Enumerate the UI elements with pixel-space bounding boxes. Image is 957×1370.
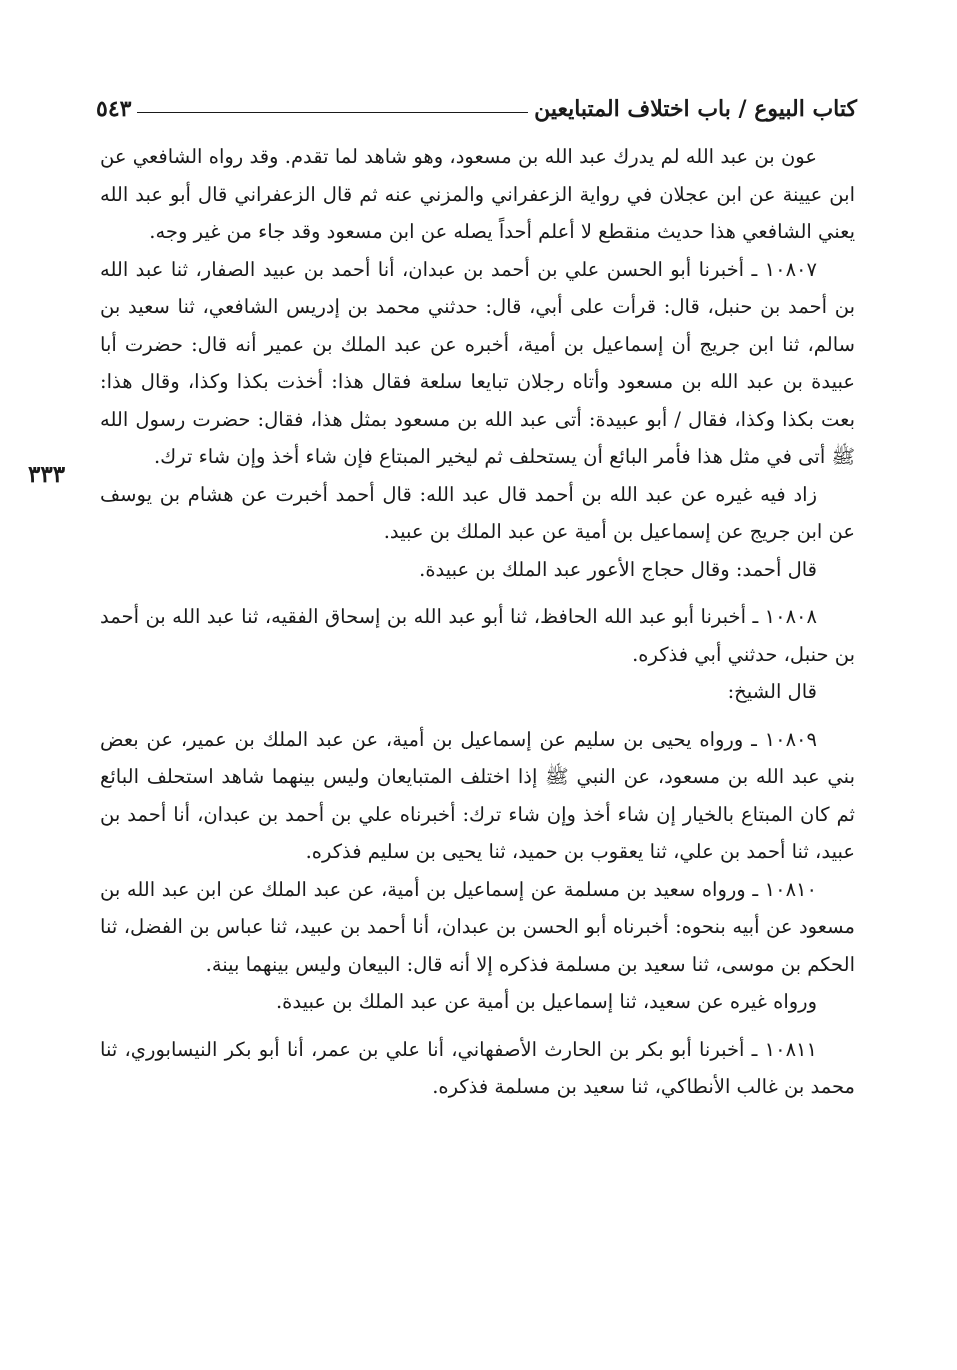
paragraph: زاد فيه غيره عن عبد الله بن أحمد قال عبد الله: قال أحمد أخبرت عن هشام بن يوسف عن ابن جريج عن إسماعيل بن أمية عن عبد الملك بن عبيد. [100,482,855,543]
hadith-paragraph: ١٠٨٠٨ ـ أخبرنا أبو عبد الله الحافظ، ثنا أبو عبد الله بن إسحاق الفقيه، ثنا عبد الله بن أحمد بن حنبل، حدثني أبي فذكره. [100,605,855,666]
paragraph: قال أحمد: وقال حجاج الأعور عبد الملك بن عبيدة. [419,557,817,581]
header-rule [137,112,528,113]
paragraph: قال الشيخ: [727,680,817,703]
margin-page-reference: ٣٣٣ [28,461,66,488]
paragraph: عون بن عبد الله لم يدرك عبد الله بن مسعود، وهو شاهد لما تقدم. وقد رواه الشافعي عن ابن عيينة عن ابن عجلان في رواية الزعفراني والمزني عنه ثم قال الزعفراني قال أبو عبد الله يعني الشافعي هذا حديث منقطع لا أعلم أحداً يصله عن ابن مسعود وقد جاء من غير وجه. [100,145,855,243]
page-header [96,82,857,122]
body-text [100,138,855,1106]
paragraph: ورواه غيره عن سعيد، ثنا إسماعيل بن أمية عن عبد الملك بن عبيدة. [275,990,817,1013]
page-number: ٥٤٣ [96,96,132,122]
hadith-paragraph: ١٠٨٠٩ ـ ورواه يحيى بن سليم عن إسماعيل بن أمية، عن عبد الملك بن عمير، عن بعض بني عبد الله بن مسعود، عن النبي ﷺ إذا اختلف المتبايعان وليس بينهما شاهد استحلف البائع ثم كان المبتاع بالخيار إن شاء أخذ وإن شاء ترك: أخبرناه علي بن أحمد بن عبدان، أنا أحمد بن عبيد، ثنا أحمد بن علي، ثنا يعقوب بن حميد، ثنا يحيى بن سليم فذكره. [100,727,855,863]
running-title: كتاب البيوع / باب اختلاف المتبايعين [534,96,857,122]
hadith-paragraph: ١٠٨١٠ ـ ورواه سعيد بن مسلمة عن إسماعيل بن أمية، عن عبد الملك عن ابن عبد الله بن مسعود عن أبيه بنحوه: أخبرناه أبو الحسن بن عبدان، أنا أحمد بن عبيد، ثنا عباس بن الفضل، ثنا الحكم بن موسى، ثنا سعيد بن مسلمة فذكره إلا أنه قال: البيعان وليس بينهما بينة. [100,877,855,976]
hadith-paragraph: ١٠٨١١ ـ أخبرنا أبو بكر بن الحارث الأصفهاني، أنا علي بن عمر، أنا أبو بكر النيسابوري، ثنا محمد بن غالب الأنطاكي، ثنا سعيد بن مسلمة فذكره. [100,1037,855,1098]
hadith-paragraph: ١٠٨٠٧ ـ أخبرنا أبو الحسن علي بن أحمد بن عبدان، أنا أحمد بن عبيد الصفار، ثنا عبد الله بن أحمد بن حنبل، قال: قرأت على أبي، قال: حدثني محمد بن إدريس الشافعي، ثنا سعيد بن سالم، ثنا ابن جريج أن إسماعيل بن أمية، أخبره عن عبد الملك بن عمير أنه قال: حضرت أبا عبيدة بن عبد الله بن مسعود وأتاه رجلان تبايعا سلعة فقال هذا: أخذت بكذا وكذا، وقال هذا: بعت بكذا وكذا، فقال / أبو عبيدة: أتى عبد الله بن مسعود بمثل هذا، فقال: حضرت رسول الله ﷺ أتى في مثل هذا فأمر البائع أن يستحلف ثم ليخير المبتاع فإن شاء أخذ وإن شاء ترك. [100,257,855,468]
